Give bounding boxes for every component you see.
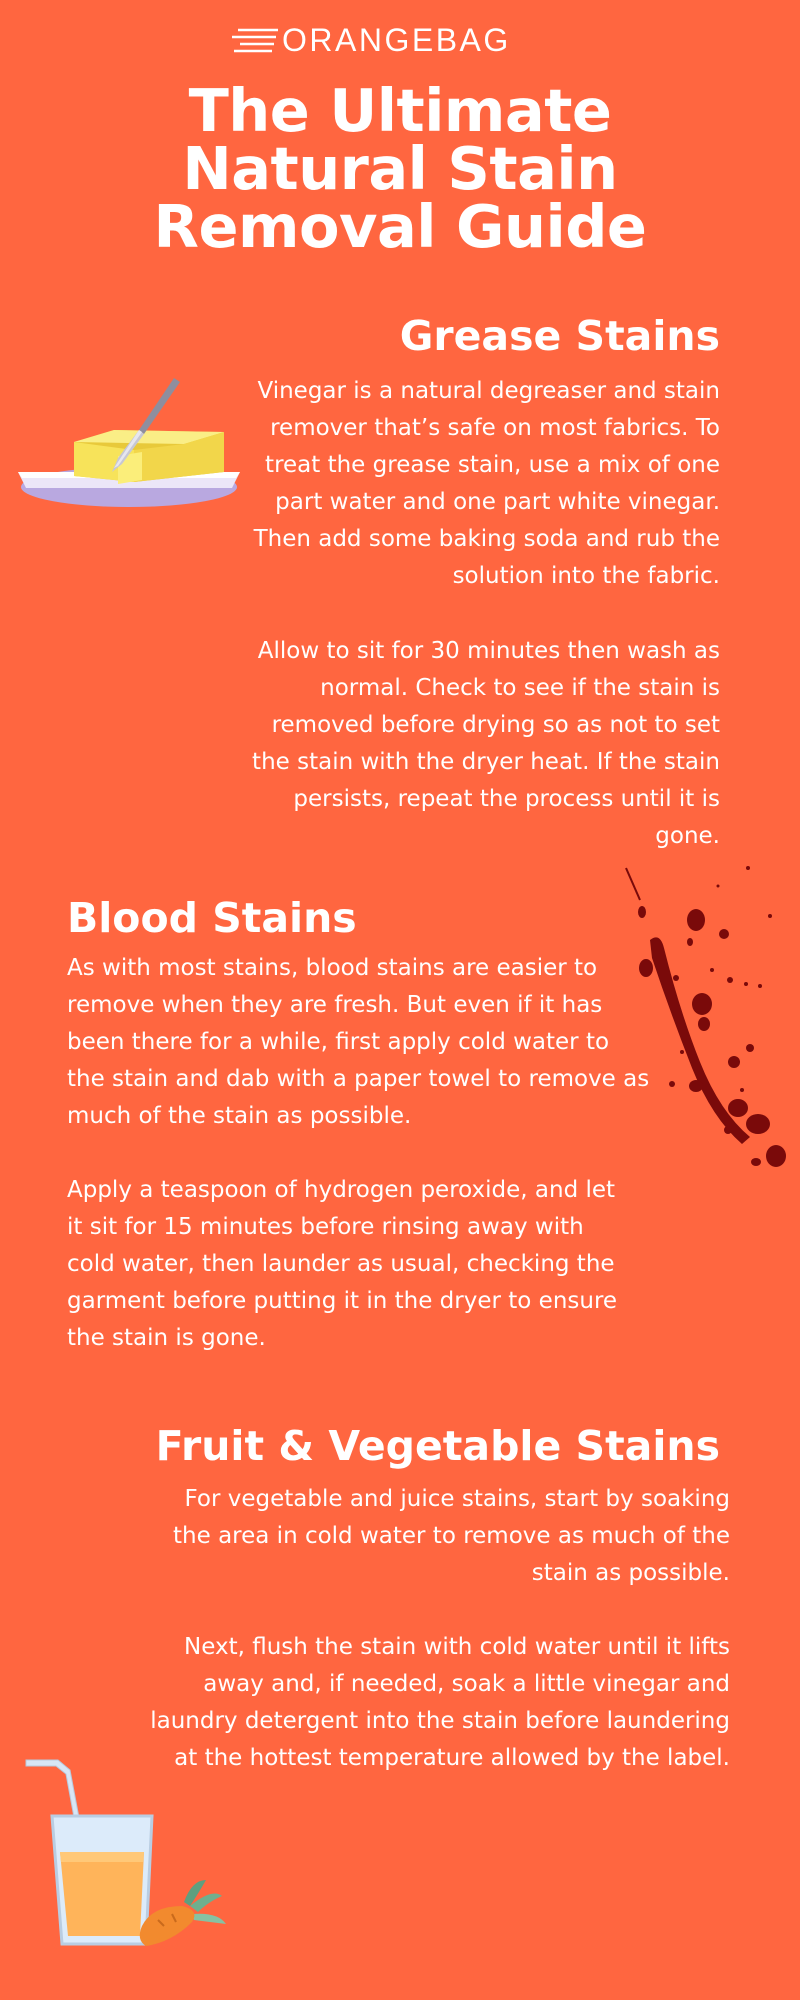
page-title (130, 76, 670, 261)
section-heading-blood: Blood Stains (67, 894, 357, 942)
section-heading-grease: Grease Stains (399, 312, 720, 360)
fruit-paragraph: Next, flush the stain with cold water until it lifts away and, if needed, soak a little vinegar and laundry detergent into the stain before laundering at the hottest temperature allowed by the label. (150, 1634, 730, 1771)
brand-logo (232, 18, 572, 66)
butter-dish-illustration (14, 372, 244, 522)
grease-paragraph: Vinegar is a natural degreaser and stain remover that’s safe on most fabrics. To treat the grease stain, use a mix of one part water and one part white vinegar. Then add some baking soda and rub the solution into the fabric. (253, 378, 720, 589)
brand-name: ORANGEBAG (282, 22, 511, 58)
grease-paragraph: Allow to sit for 30 minutes then wash as normal. Check to see if the stain is removed before drying so as not to set the stain with the dryer heat. If the stain persists, repeat the process until it is gone. (252, 638, 720, 849)
title-line: Natural Stain (182, 134, 618, 203)
title-line: The Ultimate (188, 76, 612, 145)
blood-splatter-illustration (620, 862, 796, 1182)
blood-paragraph: As with most stains, blood stains are easier to remove when they are fresh. But even if it has been there for a while, first apply cold water to the stain and dab with a paper towel to remove as much of the stain as possible. (67, 955, 650, 1129)
title-line: Removal Guide (153, 192, 647, 261)
juice-glass-carrot-illustration (22, 1756, 232, 1952)
fruit-paragraph: For vegetable and juice stains, start by soaking the area in cold water to remove as much of the stain as possible. (173, 1486, 730, 1586)
blood-paragraph: Apply a teaspoon of hydrogen peroxide, and let it sit for 15 minutes before rinsing away with cold water, then launder as usual, checking the garment before putting it in the dryer to ensure the stain is gone. (67, 1177, 618, 1351)
section-heading-fruit-vegetable: Fruit & Vegetable Stains (155, 1422, 720, 1470)
speed-lines-icon (232, 26, 280, 56)
